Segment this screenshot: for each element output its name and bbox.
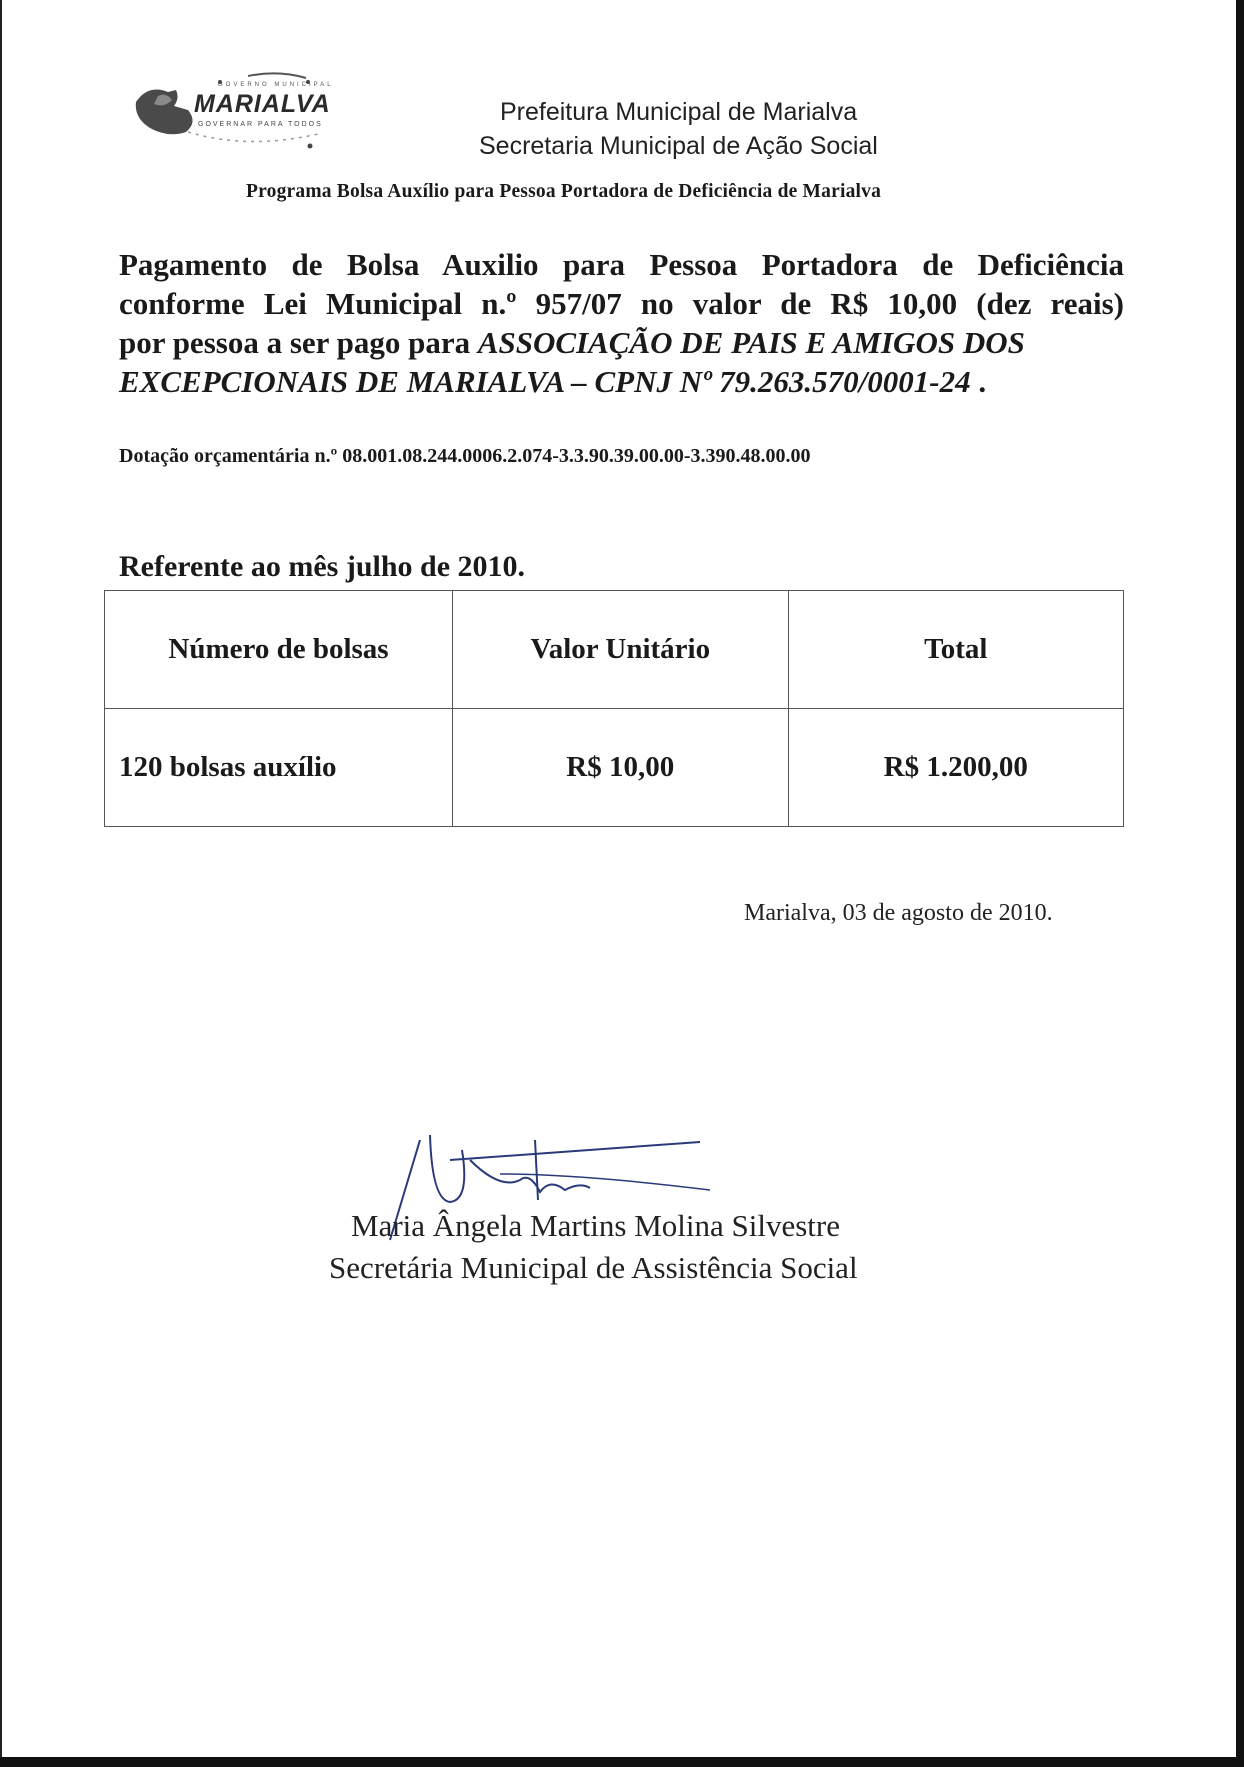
paragraph-line-3-italic: ASSOCIAÇÃO DE PAIS E AMIGOS DOS <box>477 325 1025 360</box>
budget-allocation: Dotação orçamentária n.º 08.001.08.244.0006.2.074-3.3.90.39.00.00-3.390.48.00.00 <box>119 445 811 467</box>
paragraph-line-2: conforme Lei Municipal n.º 957/07 no valor de R$ 10,00 (dez reais) <box>119 286 1124 321</box>
logo-top-text: GOVERNO MUNICIPAL <box>218 82 334 88</box>
paragraph-line-4 <box>119 362 1124 401</box>
table-header-cell: Valor Unitário <box>453 591 789 709</box>
marialva-logo <box>128 62 368 162</box>
reference-month: Referente ao mês julho de 2010. <box>119 550 526 583</box>
payment-paragraph <box>119 245 1124 401</box>
table-header-cell: Total <box>788 591 1123 709</box>
table-cell: R$ 10,00 <box>453 709 789 827</box>
paragraph-line-1: Pagamento de Bolsa Auxilio para Pessoa Portadora de Deficiência <box>119 247 1124 282</box>
table-header-cell: Número de bolsas <box>105 591 453 709</box>
paragraph-line-4-italic: EXCEPCIONAIS DE MARIALVA – CPNJ Nº 79.263.570/0001-24 <box>119 364 971 399</box>
paragraph-line-4-end: . <box>970 364 987 399</box>
signatory-role: Secretária Municipal de Assistência Social <box>329 1250 858 1285</box>
scan-left-edge <box>0 0 2 1767</box>
signatory-name: Maria Ângela Martins Molina Silvestre <box>351 1208 841 1243</box>
table-header-row <box>105 591 1124 709</box>
logo-name: MARIALVA <box>194 90 331 118</box>
logo-slogan: GOVERNAR PARA TODOS <box>198 121 323 128</box>
program-title: Programa Bolsa Auxílio para Pessoa Portadora de Deficiência de Marialva <box>246 181 882 202</box>
header-prefeitura: Prefeitura Municipal de Marialva <box>500 98 858 126</box>
scan-right-edge <box>1236 0 1244 1767</box>
table-row <box>105 709 1124 827</box>
date-place: Marialva, 03 de agosto de 2010. <box>744 900 1053 926</box>
scan-bottom-edge <box>0 1757 1244 1767</box>
table-cell: R$ 1.200,00 <box>788 709 1123 827</box>
table-cell: 120 bolsas auxílio <box>105 709 453 827</box>
header-secretaria: Secretaria Municipal de Ação Social <box>479 132 878 160</box>
paragraph-line-3 <box>119 323 1124 362</box>
payment-table <box>104 590 1124 827</box>
paragraph-line-3-plain: por pessoa a ser pago para <box>119 325 478 360</box>
